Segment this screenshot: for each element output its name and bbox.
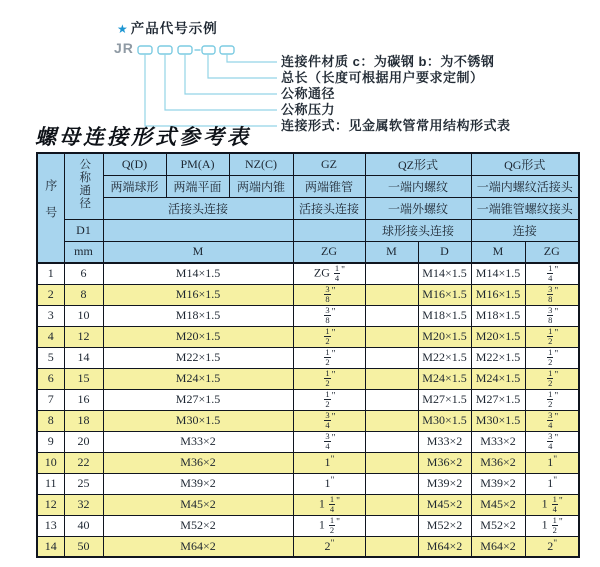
header-d1: D1	[64, 219, 103, 241]
m-thread-cell: M39×2	[103, 473, 293, 494]
qz-d-cell: M14×1.5	[418, 263, 471, 284]
dn-cell: 10	[64, 305, 103, 326]
qg-zg-cell: $\frac{1}{2}$ "	[525, 368, 579, 389]
header-desc-nzc: 两端内锥	[229, 175, 293, 197]
code-boxes	[138, 46, 234, 54]
qg-zg-cell: $\frac{3}{4}$ "	[525, 410, 579, 431]
qg-m-cell: M33×2	[471, 431, 525, 452]
qg-zg-cell: 1"	[525, 452, 579, 473]
table-row	[37, 431, 579, 452]
m-thread-cell: M33×2	[103, 431, 293, 452]
m-thread-cell: M22×1.5	[103, 347, 293, 368]
qg-m-cell: M24×1.5	[471, 368, 525, 389]
qg-zg-cell: 1 $\frac{1}{2}$ "	[525, 515, 579, 536]
qg-m-cell: M20×1.5	[471, 326, 525, 347]
qg-m-cell: M22×1.5	[471, 347, 525, 368]
diagram-label-pressure: 公称压力	[281, 102, 336, 117]
table-row	[37, 347, 579, 368]
header-group-pma: PM(A)	[166, 153, 229, 175]
zg-thread-cell: 1"	[293, 473, 365, 494]
dn-cell: 50	[64, 536, 103, 557]
serial-cell: 4	[37, 326, 64, 347]
table-row	[37, 389, 579, 410]
dn-cell: 16	[64, 389, 103, 410]
qz-m-cell	[365, 452, 418, 473]
m-thread-cell: M18×1.5	[103, 305, 293, 326]
code-box-1	[138, 46, 152, 54]
header-conn-qg-taper: 一端锥管螺纹接头	[471, 197, 579, 219]
header-conn: 连接	[471, 219, 579, 241]
header-unit-qg-m: M	[471, 241, 525, 263]
serial-cell: 14	[37, 536, 64, 557]
serial-cell: 11	[37, 473, 64, 494]
dn-cell: 15	[64, 368, 103, 389]
dn-cell: 40	[64, 515, 103, 536]
qg-m-cell: M45×2	[471, 494, 525, 515]
dn-cell: 22	[64, 452, 103, 473]
qg-m-cell: M52×2	[471, 515, 525, 536]
header-mm: mm	[64, 241, 103, 263]
qg-m-cell: M39×2	[471, 473, 525, 494]
qg-m-cell: M64×2	[471, 536, 525, 557]
table-row	[37, 368, 579, 389]
serial-cell: 5	[37, 347, 64, 368]
table-row	[37, 284, 579, 305]
header-conn-union: 活接头连接	[103, 197, 293, 219]
qz-d-cell: M39×2	[418, 473, 471, 494]
m-thread-cell: M36×2	[103, 452, 293, 473]
qz-m-cell	[365, 515, 418, 536]
zg-thread-cell: $\frac{1}{2}$ "	[293, 347, 365, 368]
header-group-gz: GZ	[293, 153, 365, 175]
table-row	[37, 305, 579, 326]
header-group-qz: QZ形式	[365, 153, 471, 175]
qg-zg-cell: $\frac{1}{2}$ "	[525, 347, 579, 368]
qz-m-cell	[365, 284, 418, 305]
zg-thread-cell: $\frac{3}{8}$ "	[293, 305, 365, 326]
qz-d-cell: M33×2	[418, 431, 471, 452]
header-unit-qg-zg: ZG	[525, 241, 579, 263]
table-row	[37, 263, 579, 284]
serial-cell: 8	[37, 410, 64, 431]
zg-thread-cell: 2"	[293, 536, 365, 557]
diagram-heading	[117, 17, 218, 37]
header-unit-zg: ZG	[293, 241, 365, 263]
qg-m-cell: M14×1.5	[471, 263, 525, 284]
table-header	[37, 153, 579, 263]
header-nominal-diameter: 公称通径	[64, 153, 103, 219]
diagram-label-material: 连接件材质 c：为碳钢 b：为不锈钢	[281, 54, 495, 69]
header-serial: 序号	[37, 153, 64, 263]
header-blank-2	[293, 219, 365, 241]
serial-cell: 7	[37, 389, 64, 410]
header-desc-pma: 两端平面	[166, 175, 229, 197]
qz-m-cell	[365, 410, 418, 431]
serial-cell: 2	[37, 284, 64, 305]
qz-m-cell	[365, 431, 418, 452]
dn-cell: 25	[64, 473, 103, 494]
zg-thread-cell: $\frac{1}{2}$ "	[293, 389, 365, 410]
m-thread-cell: M14×1.5	[103, 263, 293, 284]
product-code-prefix: JR	[114, 40, 134, 56]
header-conn-union-gz: 活接头连接	[293, 197, 365, 219]
zg-thread-cell: $\frac{3}{4}$ "	[293, 431, 365, 452]
qz-m-cell	[365, 263, 418, 284]
serial-cell: 10	[37, 452, 64, 473]
header-conn-qz-outer: 一端外螺纹	[365, 197, 471, 219]
table-row	[37, 536, 579, 557]
qg-m-cell: M16×1.5	[471, 284, 525, 305]
qz-m-cell	[365, 389, 418, 410]
qg-zg-cell: $\frac{1}{2}$ "	[525, 389, 579, 410]
serial-cell: 6	[37, 368, 64, 389]
header-group-qd: Q(D)	[103, 153, 166, 175]
qz-d-cell: M52×2	[418, 515, 471, 536]
m-thread-cell: M64×2	[103, 536, 293, 557]
diagram-label-length: 总长（长度可根据用户要求定制）	[281, 70, 484, 85]
nut-connection-reference-table	[36, 152, 580, 558]
qg-m-cell: M30×1.5	[471, 410, 525, 431]
qz-m-cell	[365, 368, 418, 389]
qz-d-cell: M20×1.5	[418, 326, 471, 347]
dn-cell: 12	[64, 326, 103, 347]
m-thread-cell: M30×1.5	[103, 410, 293, 431]
qg-zg-cell: 1 $\frac{1}{4}$ "	[525, 494, 579, 515]
table-row	[37, 515, 579, 536]
header-unit-qz-m: M	[365, 241, 418, 263]
qz-m-cell	[365, 473, 418, 494]
qz-m-cell	[365, 536, 418, 557]
qg-zg-cell: 1"	[525, 473, 579, 494]
code-box-3	[178, 46, 192, 54]
diagram-label-diameter: 公称通径	[281, 86, 336, 101]
header-desc-qz: 一端内螺纹	[365, 175, 471, 197]
table-row	[37, 410, 579, 431]
qz-m-cell	[365, 326, 418, 347]
table-title: 螺母连接形式参考表	[35, 125, 251, 149]
zg-thread-cell: $\frac{3}{4}$ "	[293, 410, 365, 431]
m-thread-cell: M52×2	[103, 515, 293, 536]
qz-d-cell: M30×1.5	[418, 410, 471, 431]
header-unit-m: M	[103, 241, 293, 263]
serial-cell: 9	[37, 431, 64, 452]
table-row	[37, 326, 579, 347]
code-box-2	[158, 46, 172, 54]
serial-cell: 1	[37, 263, 64, 284]
qz-d-cell: M22×1.5	[418, 347, 471, 368]
m-thread-cell: M20×1.5	[103, 326, 293, 347]
table-row	[37, 494, 579, 515]
qg-m-cell: M27×1.5	[471, 389, 525, 410]
qz-m-cell	[365, 494, 418, 515]
serial-cell: 3	[37, 305, 64, 326]
m-thread-cell: M16×1.5	[103, 284, 293, 305]
qg-zg-cell: $\frac{3}{8}$ "	[525, 284, 579, 305]
header-desc-qg: 一端内螺纹活接头	[471, 175, 579, 197]
zg-thread-cell: $\frac{1}{2}$ "	[293, 326, 365, 347]
dn-cell: 6	[64, 263, 103, 284]
code-box-5	[220, 46, 234, 54]
header-blank-1	[103, 219, 293, 241]
qg-zg-cell: $\frac{3}{4}$ "	[525, 431, 579, 452]
code-box-4	[202, 46, 215, 54]
qz-d-cell: M18×1.5	[418, 305, 471, 326]
table-row	[37, 452, 579, 473]
serial-cell: 12	[37, 494, 64, 515]
star-icon: ★	[117, 22, 129, 36]
table-body	[37, 263, 579, 557]
zg-thread-cell: 1 $\frac{1}{2}$ "	[293, 515, 365, 536]
dn-cell: 32	[64, 494, 103, 515]
table-row	[37, 473, 579, 494]
serial-cell: 13	[37, 515, 64, 536]
diagram-label-connection: 连接形式：见金属软管常用结构形式表	[281, 118, 511, 133]
qz-d-cell: M16×1.5	[418, 284, 471, 305]
leader-lines	[145, 54, 277, 126]
qz-d-cell: M64×2	[418, 536, 471, 557]
dn-cell: 18	[64, 410, 103, 431]
qg-zg-cell: $\frac{3}{8}$ "	[525, 305, 579, 326]
header-ball-joint-conn: 球形接头连接	[365, 219, 471, 241]
m-thread-cell: M24×1.5	[103, 368, 293, 389]
qg-m-cell: M18×1.5	[471, 305, 525, 326]
header-desc-qd: 两端球形	[103, 175, 166, 197]
qg-m-cell: M36×2	[471, 452, 525, 473]
qz-m-cell	[365, 347, 418, 368]
qz-d-cell: M27×1.5	[418, 389, 471, 410]
m-thread-cell: M27×1.5	[103, 389, 293, 410]
diagram-heading-text: 产品代号示例	[130, 21, 218, 36]
qz-d-cell: M45×2	[418, 494, 471, 515]
qz-m-cell	[365, 305, 418, 326]
dn-cell: 20	[64, 431, 103, 452]
dn-cell: 8	[64, 284, 103, 305]
header-group-qg: QG形式	[471, 153, 579, 175]
m-thread-cell: M45×2	[103, 494, 293, 515]
dn-cell: 14	[64, 347, 103, 368]
qg-zg-cell: $\frac{1}{4}$ "	[525, 263, 579, 284]
header-group-nzc: NZ(C)	[229, 153, 293, 175]
zg-thread-cell: $\frac{3}{8}$ "	[293, 284, 365, 305]
zg-thread-cell: ZG $\frac{1}{4}$ "	[293, 263, 365, 284]
zg-thread-cell: 1 $\frac{1}{4}$ "	[293, 494, 365, 515]
header-desc-gz: 两端锥管	[293, 175, 365, 197]
qz-d-cell: M36×2	[418, 452, 471, 473]
zg-thread-cell: $\frac{1}{2}$ "	[293, 368, 365, 389]
qg-zg-cell: 2"	[525, 536, 579, 557]
qz-d-cell: M24×1.5	[418, 368, 471, 389]
header-unit-qz-d: D	[418, 241, 471, 263]
qg-zg-cell: $\frac{1}{2}$ "	[525, 326, 579, 347]
zg-thread-cell: 1"	[293, 452, 365, 473]
